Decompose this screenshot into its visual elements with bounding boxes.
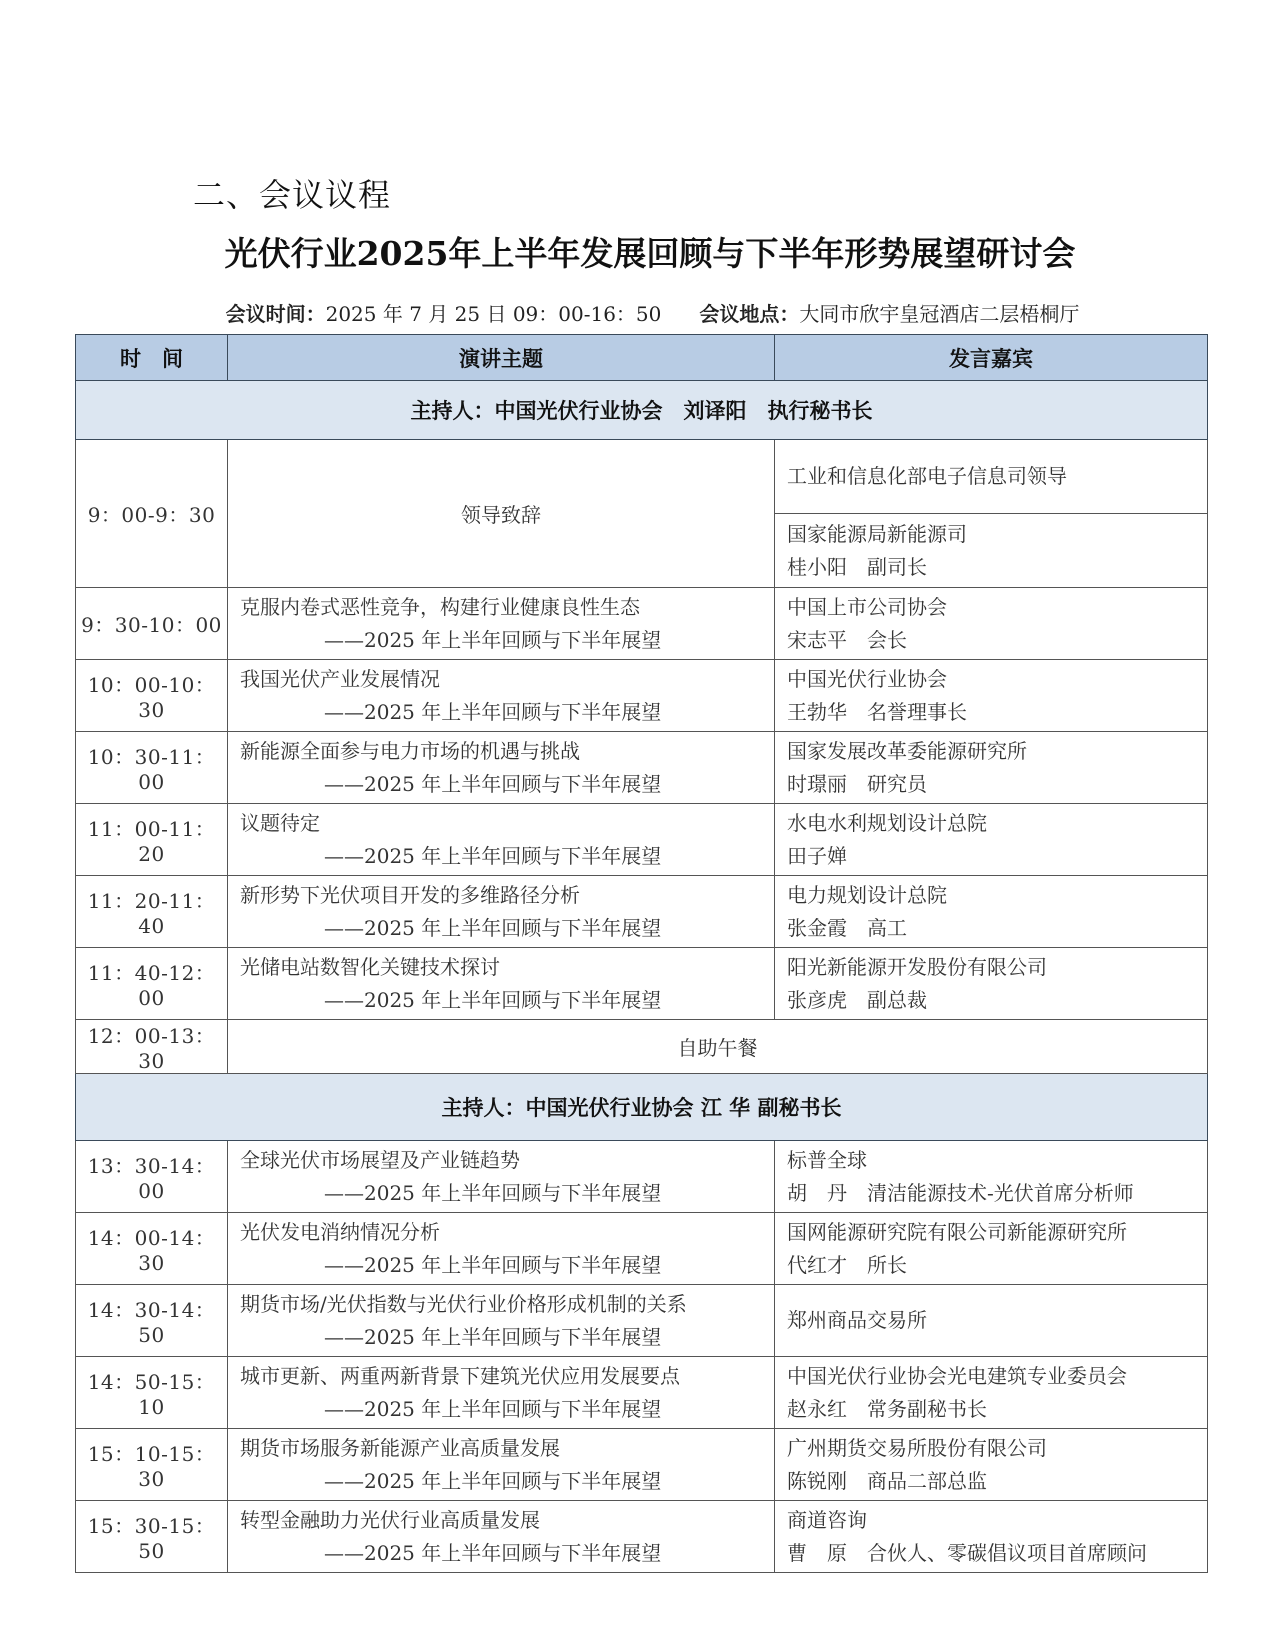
table-row	[76, 1285, 1208, 1357]
topic-title: 新能源全面参与电力市场的机遇与挑战	[240, 738, 580, 763]
topic-subtitle: ——2025 年上半年回顾与下半年展望	[324, 1180, 662, 1205]
topic-subtitle: ——2025 年上半年回顾与下半年展望	[324, 1396, 662, 1421]
session-topic	[228, 732, 775, 804]
session-speaker: 工业和信息化部电子信息司领导	[775, 440, 1208, 514]
topic-title: 城市更新、两重两新背景下建筑光伏应用发展要点	[240, 1363, 680, 1388]
meeting-time-value: 2025 年 7 月 25 日 09：00-16：50	[325, 302, 662, 326]
topic-title: 光储电站数智化关键技术探讨	[240, 954, 500, 979]
session-speaker	[775, 588, 1208, 660]
speaker-person: 王勃华 名誉理事长	[787, 699, 967, 724]
session-time: 14：50-15：10	[76, 1357, 228, 1429]
meeting-time-label: 会议时间：	[225, 302, 326, 326]
header-topic: 演讲主题	[228, 335, 775, 381]
topic-subtitle: ——2025 年上半年回顾与下半年展望	[324, 627, 662, 652]
session-time: 11：20-11：40	[76, 876, 228, 948]
speaker-org: 商道咨询	[787, 1507, 867, 1532]
session-time: 11：00-11：20	[76, 804, 228, 876]
session-topic	[228, 1429, 775, 1501]
topic-subtitle: ——2025 年上半年回顾与下半年展望	[324, 1324, 662, 1349]
topic-subtitle: ——2025 年上半年回顾与下半年展望	[324, 771, 662, 796]
session-speaker	[775, 1213, 1208, 1285]
section-heading: 二、会议议程	[193, 176, 392, 214]
session-time: 15：10-15：30	[76, 1429, 228, 1501]
table-row	[76, 948, 1208, 1020]
topic-title: 期货市场/光伏指数与光伏行业价格形成机制的关系	[240, 1291, 687, 1316]
speaker-org: 广州期货交易所股份有限公司	[787, 1435, 1047, 1460]
host-morning: 主持人：中国光伏行业协会 刘译阳 执行秘书长	[76, 381, 1208, 440]
lunch-time: 12：00-13：30	[76, 1020, 228, 1074]
table-row-lunch	[76, 1020, 1208, 1074]
speaker-person: 曹 原 合伙人、零碳倡议项目首席顾问	[787, 1540, 1147, 1565]
table-row	[76, 660, 1208, 732]
speaker-org: 标普全球	[787, 1147, 867, 1172]
session-time: 9：00-9：30	[76, 440, 228, 588]
speaker-person: 胡 丹 清洁能源技术-光伏首席分析师	[787, 1180, 1134, 1205]
session-topic	[228, 876, 775, 948]
speaker-org: 水电水利规划设计总院	[787, 810, 987, 835]
topic-title: 期货市场服务新能源产业高质量发展	[240, 1435, 560, 1460]
session-time: 13：30-14：00	[76, 1141, 228, 1213]
speaker-person: 宋志平 会长	[787, 627, 907, 652]
session-time: 10：00-10：30	[76, 660, 228, 732]
session-topic	[228, 948, 775, 1020]
topic-title: 新形势下光伏项目开发的多维路径分析	[240, 882, 580, 907]
session-topic	[228, 660, 775, 732]
meeting-place-label: 会议地点：	[699, 302, 800, 326]
speaker-person: 代红才 所长	[787, 1252, 907, 1277]
speaker-person: 时璟丽 研究员	[787, 771, 927, 796]
session-speaker	[775, 660, 1208, 732]
host-row-morning	[76, 381, 1208, 440]
session-topic	[228, 1213, 775, 1285]
speaker-person: 陈锐刚 商品二部总监	[787, 1468, 987, 1493]
session-topic	[228, 1357, 775, 1429]
session-time: 14：30-14：50	[76, 1285, 228, 1357]
header-time: 时 间	[76, 335, 228, 381]
speaker-org: 中国光伏行业协会光电建筑专业委员会	[787, 1363, 1127, 1388]
session-time: 11：40-12：00	[76, 948, 228, 1020]
speaker-person: 张金霞 高工	[787, 915, 907, 940]
topic-title: 全球光伏市场展望及产业链趋势	[240, 1147, 520, 1172]
speaker-org: 郑州商品交易所	[787, 1308, 927, 1332]
topic-subtitle: ——2025 年上半年回顾与下半年展望	[324, 915, 662, 940]
table-row	[76, 876, 1208, 948]
session-topic	[228, 1285, 775, 1357]
session-speaker	[775, 804, 1208, 876]
lunch-label: 自助午餐	[228, 1020, 1208, 1074]
speaker-org: 电力规划设计总院	[787, 882, 947, 907]
topic-title: 我国光伏产业发展情况	[240, 666, 440, 691]
session-time: 9：30-10：00	[76, 588, 228, 660]
session-topic	[228, 588, 775, 660]
meeting-place-value: 大同市欣宇皇冠酒店二层梧桐厅	[799, 302, 1080, 326]
table-header-row	[76, 335, 1208, 381]
session-time: 14：00-14：30	[76, 1213, 228, 1285]
session-topic	[228, 804, 775, 876]
speaker-person: 赵永红 常务副秘书长	[787, 1396, 987, 1421]
session-speaker	[775, 1285, 1208, 1357]
session-speaker	[775, 1429, 1208, 1501]
speaker-org: 国网能源研究院有限公司新能源研究所	[787, 1219, 1127, 1244]
table-row	[76, 732, 1208, 804]
session-speaker	[775, 732, 1208, 804]
topic-subtitle: ——2025 年上半年回顾与下半年展望	[324, 1252, 662, 1277]
table-row	[76, 1429, 1208, 1501]
topic-subtitle: ——2025 年上半年回顾与下半年展望	[324, 843, 662, 868]
table-row	[76, 1357, 1208, 1429]
session-speaker	[775, 1141, 1208, 1213]
speaker-org: 国家发展改革委能源研究所	[787, 738, 1027, 763]
topic-title: 议题待定	[240, 810, 320, 835]
topic-subtitle: ——2025 年上半年回顾与下半年展望	[324, 1468, 662, 1493]
session-topic	[228, 1501, 775, 1573]
agenda-table	[75, 334, 1208, 1573]
topic-subtitle: ——2025 年上半年回顾与下半年展望	[324, 699, 662, 724]
topic-title: 克服内卷式恶性竞争，构建行业健康良性生态	[240, 594, 640, 619]
topic-subtitle: ——2025 年上半年回顾与下半年展望	[324, 987, 662, 1012]
speaker-person: 田子婵	[787, 843, 847, 868]
host-afternoon: 主持人：中国光伏行业协会 江 华 副秘书长	[76, 1074, 1208, 1141]
table-row	[76, 588, 1208, 660]
session-speaker	[775, 1357, 1208, 1429]
session-time: 10：30-11：00	[76, 732, 228, 804]
table-row	[76, 1501, 1208, 1573]
host-row-afternoon	[76, 1074, 1208, 1141]
speaker-org: 中国上市公司协会	[787, 594, 947, 619]
session-speaker	[775, 1501, 1208, 1573]
table-row	[76, 804, 1208, 876]
table-row-opening	[76, 440, 1208, 514]
session-speaker	[775, 876, 1208, 948]
meeting-info	[0, 298, 1280, 327]
table-row	[76, 1141, 1208, 1213]
session-speaker: 国家能源局新能源司 桂小阳 副司长	[775, 514, 1208, 588]
speaker-person: 张彦虎 副总裁	[787, 987, 927, 1012]
table-row	[76, 1213, 1208, 1285]
topic-subtitle: ——2025 年上半年回顾与下半年展望	[324, 1540, 662, 1565]
session-topic: 领导致辞	[228, 440, 775, 588]
speaker-org: 中国光伏行业协会	[787, 666, 947, 691]
session-topic	[228, 1141, 775, 1213]
speaker-org: 阳光新能源开发股份有限公司	[787, 954, 1047, 979]
session-time: 15：30-15：50	[76, 1501, 228, 1573]
topic-title: 转型金融助力光伏行业高质量发展	[240, 1507, 540, 1532]
document-title: 光伏行业2025年上半年发展回顾与下半年形势展望研讨会	[224, 234, 1076, 273]
header-speaker: 发言嘉宾	[775, 335, 1208, 381]
topic-title: 光伏发电消纳情况分析	[240, 1219, 440, 1244]
session-speaker	[775, 948, 1208, 1020]
